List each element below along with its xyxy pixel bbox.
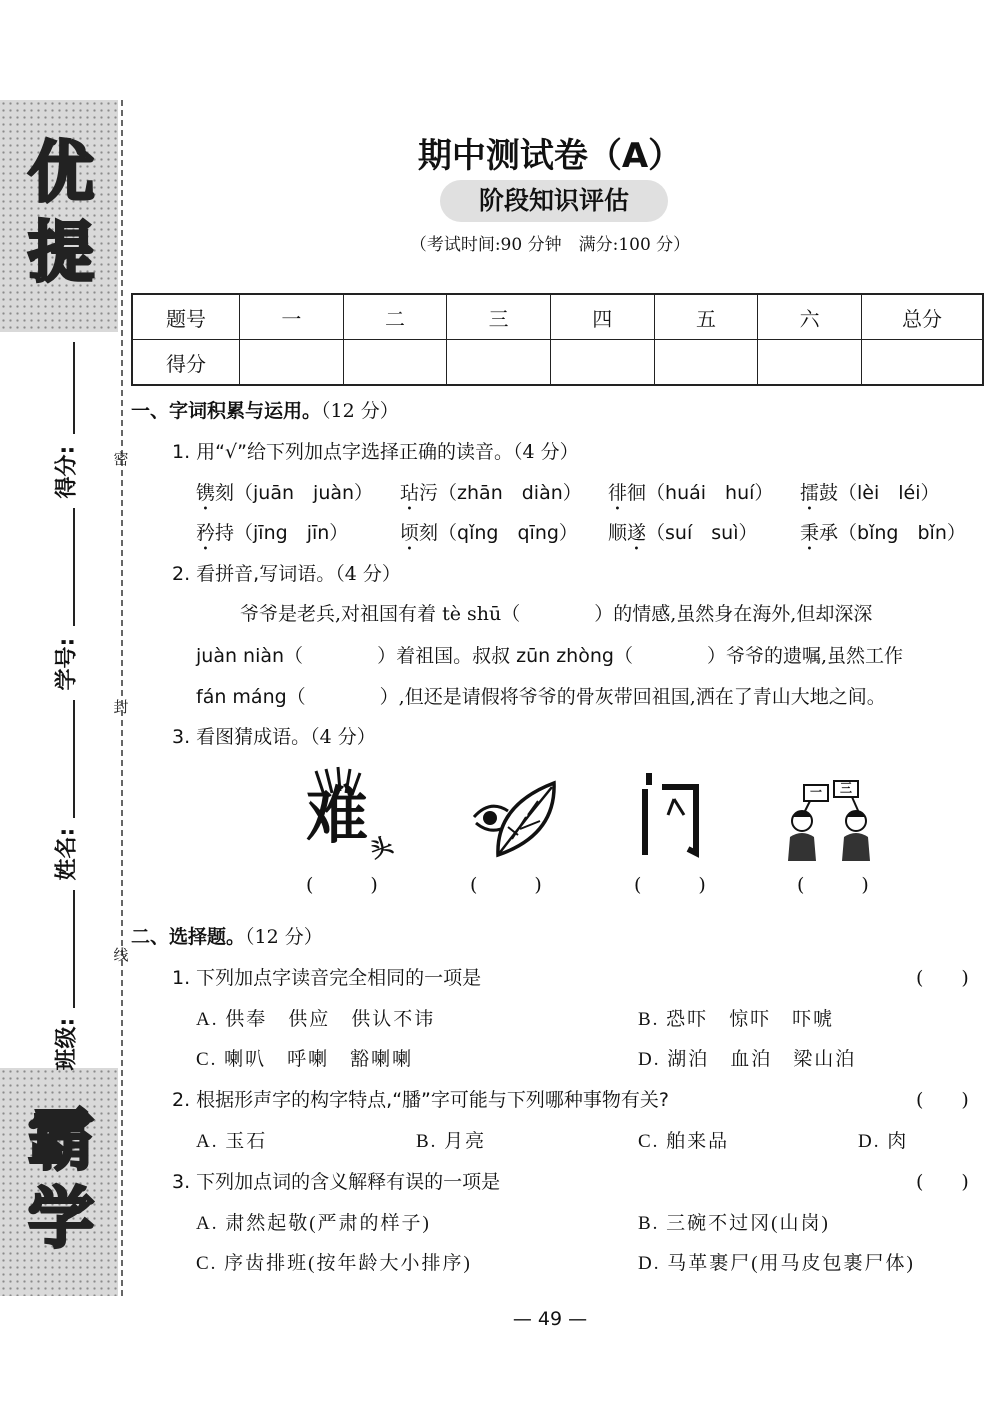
- student-id-field-label: 学号:: [54, 637, 80, 691]
- name-field-line[interactable]: [73, 700, 75, 818]
- eye-leaf-icon: [468, 765, 578, 865]
- dotted-char: 矜: [196, 522, 216, 544]
- section-1-points: （12 分）: [321, 400, 399, 422]
- question-1-1: [172, 437, 579, 464]
- brand-strip-bottom: [0, 1068, 118, 1296]
- question-1-3: [172, 722, 376, 749]
- small-char: 头: [367, 832, 397, 864]
- score-field-label: 得分:: [54, 445, 80, 499]
- passage-text: ）的情感,虽然身在海外,但却深深: [594, 603, 873, 625]
- dotted-char: 秉: [800, 522, 820, 544]
- question-points: （4 分）: [310, 726, 376, 748]
- question-2-3: 3. 下列加点词的含义解释有误的一项是: [172, 1171, 501, 1193]
- score-cell[interactable]: [240, 340, 344, 386]
- score-field-line[interactable]: [73, 342, 75, 434]
- pinyin-item: [800, 518, 966, 555]
- score-cell[interactable]: [654, 340, 758, 386]
- score-cell[interactable]: [343, 340, 447, 386]
- table-header-cell: 三: [447, 294, 551, 340]
- option-c[interactable]: C. 序齿排班(按年龄大小排序): [196, 1253, 472, 1274]
- passage-line-3: [196, 682, 886, 709]
- table-row: [132, 340, 983, 386]
- pinyin-options[interactable]: （qǐng qīng）: [438, 522, 578, 544]
- word-rest: 污: [419, 482, 439, 504]
- table-header-cell: 总分: [862, 294, 984, 340]
- table-row-label: 得分: [132, 340, 240, 386]
- question-1-2: [172, 559, 401, 586]
- section-2-heading: [131, 922, 323, 949]
- section-subtitle: 阶段知识评估: [440, 180, 668, 222]
- pinyin-options[interactable]: （jīng jīn）: [234, 522, 349, 544]
- question-2-1: 1. 下列加点字读音完全相同的一项是: [172, 967, 482, 989]
- passage-text: ）,但还是请假将爷爷的骨灰带回祖国,洒在了青山大地之间。: [379, 686, 886, 708]
- dotted-char: 顷: [400, 522, 420, 544]
- idiom-picture-1: [296, 765, 406, 865]
- student-id-field-line[interactable]: [73, 508, 75, 626]
- cut-char-xian: 线: [113, 946, 129, 964]
- score-cell[interactable]: [550, 340, 654, 386]
- passage-text: 爷爷是老兵,对祖国有着 tè shū（: [240, 603, 521, 625]
- option-b[interactable]: B. 三碗不过冈(山岗): [638, 1213, 830, 1234]
- table-header-cell: 题号: [132, 294, 240, 340]
- page-number: — 49 —: [512, 1308, 588, 1330]
- dotted-char: 镌: [196, 482, 216, 504]
- idiom-picture-3: [632, 765, 742, 865]
- dotted-char: 遂: [627, 522, 647, 544]
- section-2-points: （12 分）: [245, 926, 323, 948]
- question-text: 3. 看图猜成语。: [172, 726, 311, 748]
- question-points: （4 分）: [512, 441, 579, 463]
- brand-char: 提: [28, 214, 94, 291]
- score-cell[interactable]: [758, 340, 862, 386]
- table-header-cell: 五: [654, 294, 758, 340]
- dotted-char: 擂: [800, 482, 820, 504]
- word-rest: 持: [215, 522, 235, 544]
- question-text: 1. 用“√”给下列加点字选择正确的读音。: [172, 441, 513, 463]
- dotted-char: 徘: [608, 482, 628, 504]
- card-text-1: 一: [810, 785, 823, 799]
- kids-holding-cards-icon: [782, 765, 892, 865]
- answer-paren[interactable]: ( ): [306, 874, 378, 896]
- word-rest: 顺: [608, 522, 628, 544]
- pinyin-options[interactable]: （juān juàn）: [234, 482, 374, 504]
- passage-text: juàn niàn（: [196, 645, 304, 667]
- passage-text: ）着祖国。叔叔 zūn zhòng（: [377, 645, 633, 667]
- option-d[interactable]: D. 马革裹尸(用马皮包裹尸体): [638, 1253, 915, 1274]
- passage-text: ）爷爷的遗嘱,虽然工作: [706, 645, 903, 667]
- pinyin-item: [800, 478, 940, 515]
- option-b[interactable]: B. 月亮: [416, 1131, 487, 1152]
- word-rest: 鼓: [819, 482, 839, 504]
- option-a[interactable]: A. 肃然起敬(严肃的样子): [196, 1213, 431, 1234]
- table-header-cell: 二: [343, 294, 447, 340]
- pinyin-item: [196, 518, 348, 555]
- option-a[interactable]: A. 供奉 供应 供认不讳: [196, 1009, 436, 1030]
- answer-paren[interactable]: ( ): [916, 967, 969, 989]
- pinyin-item: [400, 478, 582, 515]
- cut-char-feng: 封: [113, 698, 129, 716]
- section-1-heading: [131, 396, 399, 423]
- cut-char-mi: 密: [113, 450, 129, 468]
- table-header-cell: 一: [240, 294, 344, 340]
- name-field-label: 姓名:: [54, 827, 80, 881]
- table-header-cell: 六: [758, 294, 862, 340]
- big-char: 难: [306, 779, 369, 852]
- word-rest: 刻: [419, 522, 439, 544]
- question-points: （4 分）: [335, 563, 401, 585]
- answer-paren[interactable]: ( ): [470, 874, 542, 896]
- option-c[interactable]: C. 喇叭 呼喇 豁喇喇: [196, 1049, 414, 1070]
- question-text: 2. 看拼音,写词语。: [172, 563, 336, 585]
- dotted-char: 玷: [400, 482, 420, 504]
- table-row: [132, 294, 983, 340]
- section-2-title: 二、选择题。: [131, 926, 246, 948]
- word-rest: 徊: [627, 482, 647, 504]
- idiom-picture-4: [782, 765, 892, 865]
- answer-paren[interactable]: ( ): [797, 874, 869, 896]
- passage-text: fán máng（: [196, 686, 306, 708]
- pinyin-item: [196, 478, 373, 515]
- answer-paren[interactable]: ( ): [634, 874, 706, 896]
- pinyin-options[interactable]: （suí suì）: [646, 522, 758, 544]
- passage-line-1: [240, 599, 872, 626]
- answer-paren[interactable]: ( ): [916, 1171, 969, 1193]
- exam-info: （考试时间:90 分钟 满分:100 分）: [409, 235, 691, 255]
- page-title: 期中测试卷（A）: [417, 136, 683, 176]
- score-cell[interactable]: [862, 340, 984, 386]
- pinyin-item: [608, 518, 757, 555]
- option-d[interactable]: D. 湖泊 血泊 梁山泊: [638, 1049, 857, 1070]
- passage-line-2: [196, 641, 903, 668]
- pinyin-item: [608, 478, 773, 515]
- pinyin-options[interactable]: （lèi léi）: [838, 482, 940, 504]
- score-cell[interactable]: [447, 340, 551, 386]
- pinyin-options[interactable]: （huái huí）: [646, 482, 774, 504]
- option-b[interactable]: B. 恐吓 惊吓 吓唬: [638, 1009, 835, 1030]
- brand-char: 优: [28, 134, 94, 211]
- answer-paren[interactable]: ( ): [916, 1089, 969, 1111]
- pinyin-options[interactable]: （zhān diàn）: [438, 482, 582, 504]
- door-person-icon: [632, 765, 742, 865]
- idiom-picture-2: [468, 765, 578, 865]
- class-field-line[interactable]: [73, 890, 75, 1008]
- brand-char: 霸: [28, 1102, 94, 1179]
- option-c[interactable]: C. 舶来品: [638, 1131, 730, 1152]
- class-field-label: 班级:: [54, 1017, 80, 1071]
- word-rest: 承: [819, 522, 839, 544]
- section-1-title: 一、字词积累与运用。: [131, 400, 322, 422]
- word-rest: 刻: [215, 482, 235, 504]
- brand-char: 学: [28, 1180, 94, 1257]
- pinyin-options[interactable]: （bǐng bǐn）: [838, 522, 966, 544]
- question-2-2: 2. 根据形声字的构字特点,“膰”字可能与下列哪种事物有关?: [172, 1089, 669, 1111]
- score-table: [131, 293, 984, 386]
- card-text-2: 三: [840, 781, 853, 795]
- option-d[interactable]: D. 肉: [858, 1131, 909, 1152]
- table-header-cell: 四: [550, 294, 654, 340]
- option-a[interactable]: A. 玉石: [196, 1131, 268, 1152]
- pinyin-item: [400, 518, 578, 555]
